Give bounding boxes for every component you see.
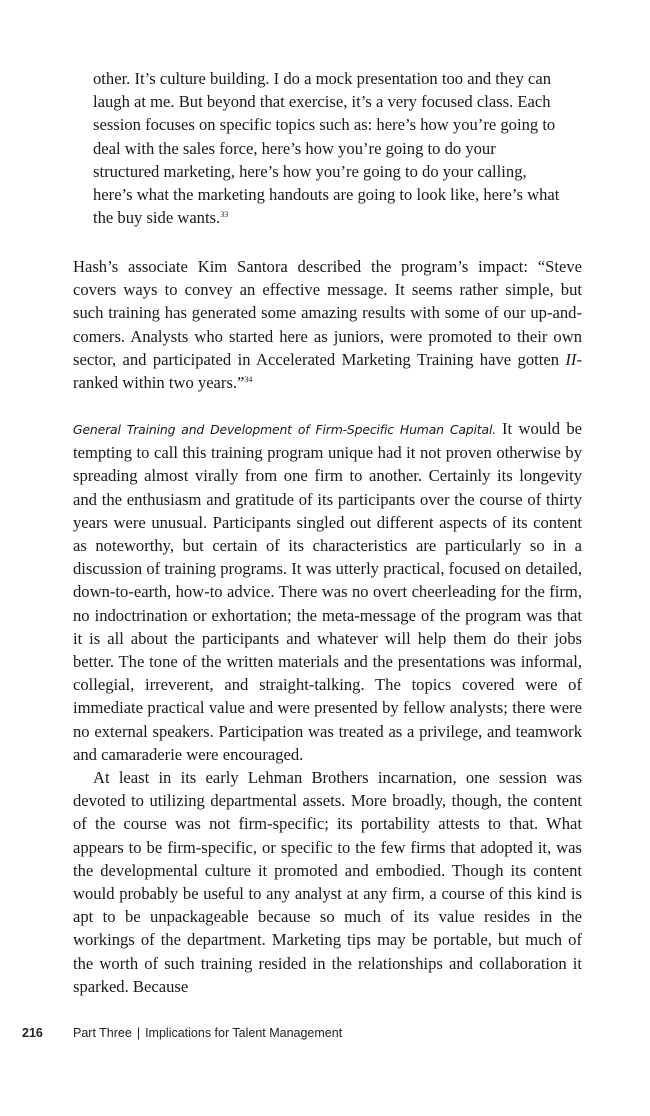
body-paragraph [73,255,582,394]
running-head-separator: | [136,1026,141,1040]
block-quote [93,67,563,229]
page-number: 216 [22,1026,43,1040]
running-head-chapter: Implications for Talent Management [145,1026,343,1040]
footnote-ref-34: 34 [244,375,253,385]
paragraph-text [73,255,582,394]
section-general-training [73,417,582,998]
section-heading: General Training and Development of Firm-Specific Human Capital. [73,422,497,437]
section-paragraph-1 [73,417,582,766]
footnote-ref-33: 33 [220,210,229,220]
italic-ranking: II [565,349,577,369]
running-head [73,1026,342,1040]
running-head-part: Part Three [73,1026,132,1040]
block-quote-text [93,67,563,229]
section-paragraph-1-text: It would be tempting to call this training program unique had it not proven otherwise by spreading almost virally from one firm to another. Certainly its longevity and the enthusiasm and gratitude of its participants over the course of thirty years were unusual. Participants singled out different aspects of its content as noteworthy, but certain of its characteristics are particularly so in a discussion of training programs. It was utterly practical, focused on detailed, down-to-earth, how-to advice. There was no overt cheerleading for the firm, no indoctrination or exhortation; the meta-message of the program was that it is all about the participants and whatever will help them do their jobs better. The tone of the written materials and the presentations was informal, collegial, irreverent, and straight-talking. The topics covered were of immediate practical value and were presented by fellow analysts; there were no external speakers. Participation was treated as a privilege, and teamwork and camaraderie were encouraged. [73,419,582,764]
paragraph-text-start: Hash’s associate Kim Santora described the program’s impact: “Steve covers ways to convey an effective message. It seems rather simple, but such training has generated some amazing results with some of our up-and-comers. Analysts who started here as juniors, were promoted to their own sector, and participated in Accelerated Marketing Training have gotten [73,257,582,369]
paragraph-text-end: -ranked within two years.” [73,349,582,393]
section-paragraph-2: At least in its early Lehman Brothers incarnation, one session was devoted to utilizing departmental assets. More broadly, though, the content of the course was not firm-specific; its portability attests to that. What appears to be firm-specific, or specific to the few firms that adopted it, was the developmental culture it promoted and embodied. Though its content would probably be useful to any analyst at any firm, a course of this kind is apt to be unpackageable because so much of its value resides in the workings of the department. Marketing tips may be portable, but much of the worth of such training resided in the relationships and collaboration it sparked. Because [73,768,582,996]
block-quote-body: other. It’s culture building. I do a mock presentation too and they can laugh at me. But beyond that exercise, it’s a very focused class. Each session focuses on specific topics such as: here’s how you’re going to deal with the sales force, here’s how you’re going to do your structured marketing, here’s how you’re going to do your calling, here’s what the marketing handouts are going to look like, here’s what the buy side wants. [93,69,560,228]
